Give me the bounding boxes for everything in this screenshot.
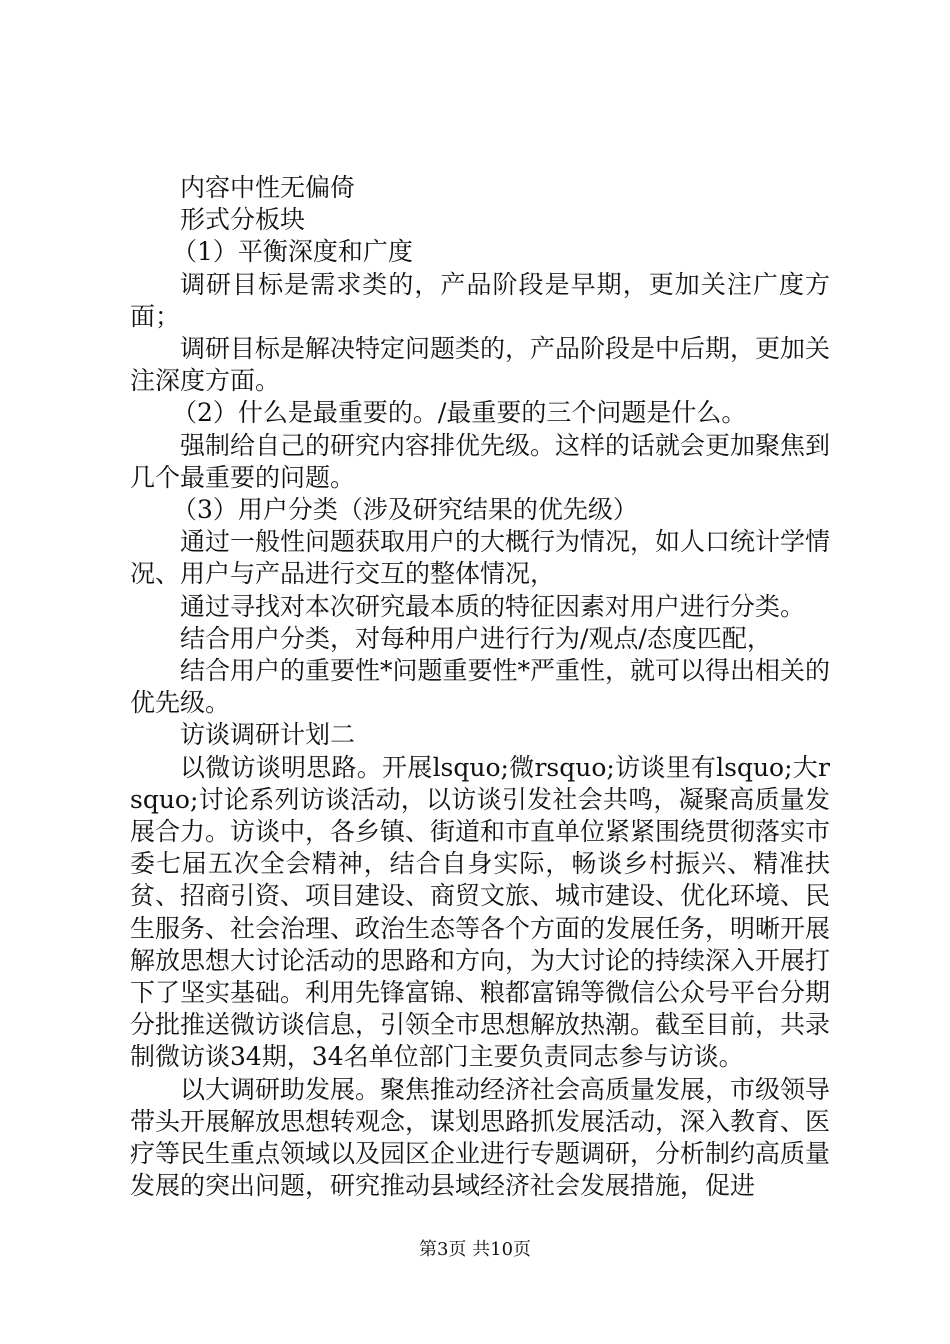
paragraph-demand-research: 调研目标是需求类的，产品阶段是早期，更加关注广度方面；	[130, 269, 830, 331]
paragraph-specific-problem-research: 调研目标是解决特定问题类的，产品阶段是中后期，更加关注深度方面。	[130, 334, 831, 396]
heading-interview-plan-two: 访谈调研计划二	[180, 720, 356, 750]
paragraph-priority-formula: 结合用户的重要性*问题重要性*严重性，就可以得出相关的优先级。	[130, 656, 831, 718]
paragraph-micro-interview: 以微访谈明思路。开展lsquo;微rsquo;访谈里有lsquo;大rsquo;讨论系列访谈活动，以访谈引发社会共鸣，凝聚高质量发展合力。访谈中，各乡镇、街道和市直单位紧紧围绕贯彻落实市委七届五次全会精神，结合自身实际，畅谈乡村振兴、精准扶贫、招商引资、项目建设、商贸文旅、城市建设、优化环境、民生服务、社会治理、政治生态等各个方面的发展任务，明晰开展解放思想大讨论活动的思路和方向，为大讨论的持续深入开展打下了坚实基础。利用先锋富锦、粮都富锦等微信公众号平台分期分批推送微访谈信息，引领全市思想解放热潮。截至目前，共录制微访谈34期，34名单位部门主要负责同志参与访谈。	[130, 752, 831, 1072]
paragraph-general-questions: 通过一般性问题获取用户的大概行为情况，如人口统计学情况、用户与产品进行交互的整体情况，	[130, 527, 831, 589]
page-footer	[0, 1238, 950, 1262]
paragraph-classify-users: 通过寻找对本次研究最本质的特征因素对用户进行分类。	[180, 591, 806, 621]
heading-most-important: （2）什么是最重要的。/最重要的三个问题是什么。	[172, 398, 747, 428]
document-body	[130, 172, 830, 1203]
paragraph-big-research: 以大调研助发展。聚焦推动经济社会高质量发展，市级领导带头开展解放思想转观念，谋划思路抓发展活动，深入教育、医疗等民生重点领域以及园区企业进行专题调研，分析制约高质量发展的突出问题，研究推动县域经济社会发展措施，促进	[130, 1074, 831, 1201]
heading-user-classification: （3）用户分类（涉及研究结果的优先级）	[172, 495, 638, 525]
paragraph-match-behavior: 结合用户分类，对每种用户进行行为/观点/态度匹配，	[180, 623, 772, 653]
page-number-label: 第3页 共10页	[418, 1239, 532, 1260]
heading-balance-depth-breadth: （1）平衡深度和广度	[172, 237, 413, 267]
paragraph-neutral-content: 内容中性无偏倚	[180, 173, 356, 202]
paragraph-form-sections: 形式分板块	[180, 205, 306, 235]
paragraph-prioritize: 强制给自己的研究内容排优先级。这样的话就会更加聚焦到几个最重要的问题。	[130, 430, 831, 492]
